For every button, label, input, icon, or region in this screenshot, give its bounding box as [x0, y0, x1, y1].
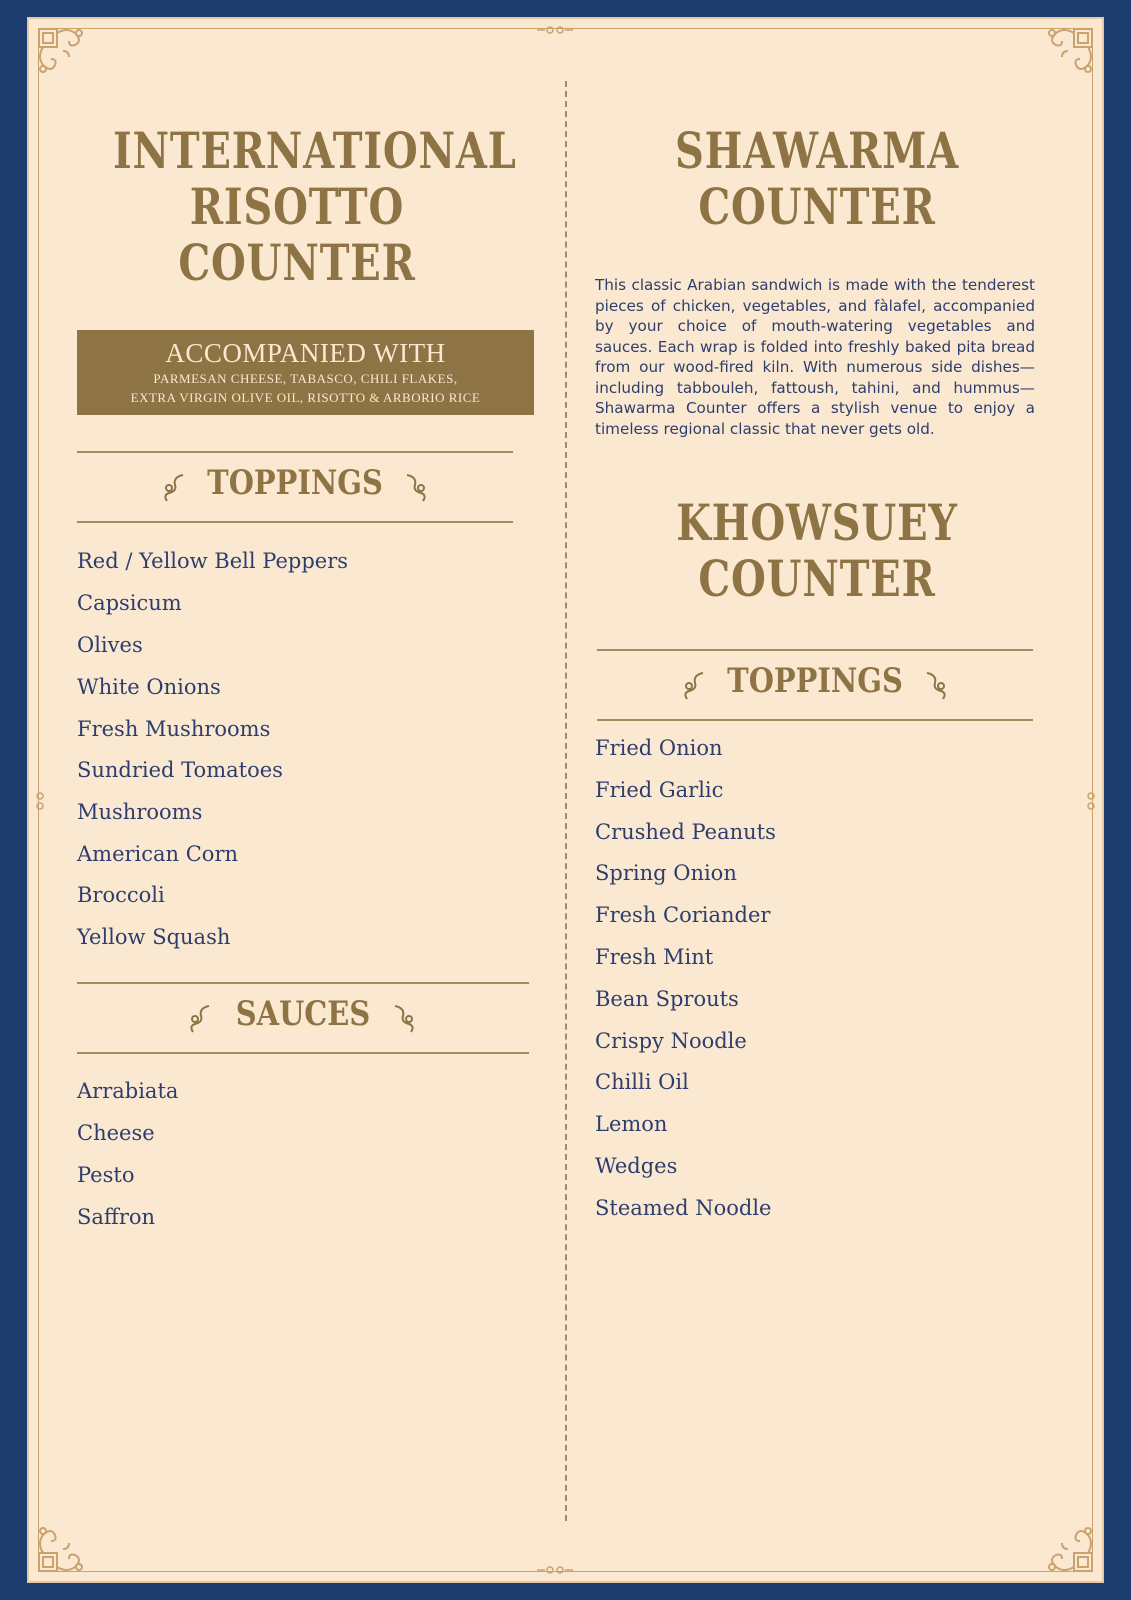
list-item: Lemon — [595, 1112, 668, 1136]
banner-heading: ACCOMPANIED WITH — [165, 338, 446, 368]
list-item: Cheese — [77, 1121, 155, 1145]
swirl-icon — [399, 471, 429, 505]
risotto-toppings-header — [77, 451, 513, 523]
list-item: Fresh Mint — [595, 945, 714, 969]
list-item: Red / Yellow Bell Peppers — [77, 549, 349, 573]
khowsuey-title: KHOWSUEY COUNTER — [676, 493, 958, 608]
menu-page — [27, 17, 1104, 1583]
list-item: Fresh Coriander — [595, 903, 771, 927]
list-item: White Onions — [77, 675, 221, 699]
list-item: Arrabiata — [77, 1079, 179, 1103]
khowsuey-toppings-header — [597, 649, 1033, 721]
accompaniment-banner — [77, 330, 534, 415]
corner-ornament-icon — [33, 23, 103, 93]
list-item: Saffron — [77, 1205, 156, 1229]
list-item: Fried Garlic — [595, 778, 724, 802]
list-item: Bean Sprouts — [595, 987, 739, 1011]
edge-ornament-icon — [1084, 783, 1098, 819]
edge-ornament-icon — [537, 23, 573, 37]
corner-ornament-icon — [1028, 1507, 1098, 1577]
swirl-icon — [919, 669, 949, 703]
risotto-sauces-header — [77, 982, 529, 1054]
list-item: Pesto — [77, 1163, 135, 1187]
list-item: American Corn — [77, 842, 239, 866]
list-item: Capsicum — [77, 591, 182, 615]
banner-line: PARMESAN CHEESE, TABASCO, CHILI FLAKES, — [153, 371, 458, 386]
section-title: SAUCES — [235, 994, 371, 1034]
edge-ornament-icon — [33, 783, 47, 819]
shawarma-title: SHAWARMA COUNTER — [674, 121, 960, 236]
section-title: TOPPINGS — [207, 463, 383, 503]
list-item: Spring Onion — [595, 861, 737, 885]
list-item: Olives — [77, 633, 143, 657]
list-item: Chilli Oil — [595, 1070, 689, 1094]
swirl-icon — [387, 1002, 417, 1036]
list-item: Mushrooms — [77, 800, 203, 824]
section-title: TOPPINGS — [727, 661, 903, 701]
banner-line: EXTRA VIRGIN OLIVE OIL, RISOTTO & ARBORIO RICE — [130, 390, 481, 405]
list-item: Steamed Noodle — [595, 1196, 772, 1220]
list-item: Yellow Squash — [77, 925, 231, 949]
risotto-title: INTERNATIONAL RISOTTO COUNTER — [113, 121, 517, 292]
list-item: Crispy Noodle — [595, 1029, 747, 1053]
list-item: Fresh Mushrooms — [77, 717, 271, 741]
list-item: Sundried Tomatoes — [77, 758, 283, 782]
list-item: Wedges — [595, 1154, 678, 1178]
edge-ornament-icon — [537, 1563, 573, 1577]
corner-ornament-icon — [33, 1507, 103, 1577]
column-divider — [565, 81, 567, 1521]
list-item: Fried Onion — [595, 736, 723, 760]
list-item: Crushed Peanuts — [595, 820, 776, 844]
shawarma-description: This classic Arabian sandwich is made with the tenderest pieces of chicken, vegetables, and fàlafel, accompanied by your choice of mouth-watering vegetables and sauces. Each wrap is folded into freshly baked pita bread from our wood-fired kiln. With numerous side dishes—including tabbouleh, fattoush, tahini, and hummus—Shawarma Counter offers a stylish venue to enjoy a timeless regional classic that never gets old. — [595, 276, 1035, 438]
corner-ornament-icon — [1028, 23, 1098, 93]
list-item: Broccoli — [77, 883, 165, 907]
